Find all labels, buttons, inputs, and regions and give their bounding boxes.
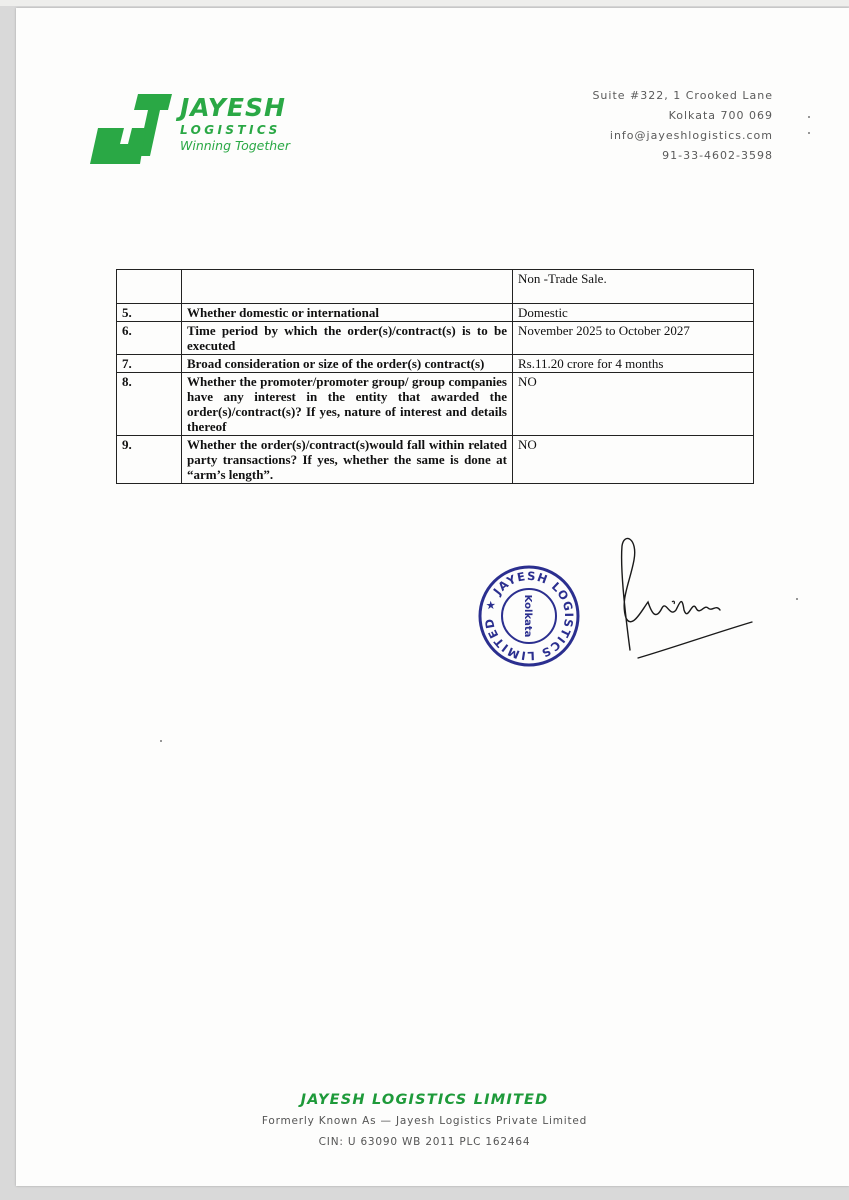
brand-subtitle: LOGISTICS	[180, 123, 281, 137]
row-answer: Non -Trade Sale.	[513, 270, 754, 304]
scan-speck	[160, 740, 162, 742]
row-answer: NO	[513, 436, 754, 484]
table-row	[117, 355, 754, 373]
footer-cin: CIN: U 63090 WB 2011 PLC 162464	[318, 1136, 531, 1148]
company-address	[592, 86, 773, 166]
row-answer: NO	[513, 373, 754, 436]
address-line-2: Kolkata 700 069	[668, 109, 773, 122]
table-row	[117, 304, 754, 322]
row-answer: Domestic	[513, 304, 754, 322]
row-question: Whether domestic or international	[182, 304, 513, 322]
scan-speck	[796, 598, 798, 600]
table-row	[117, 270, 754, 304]
jl-logo-icon	[88, 92, 178, 168]
company-seal-stamp	[477, 564, 581, 668]
footer-company-name: JAYESH LOGISTICS LIMITED	[300, 1092, 549, 1108]
row-answer: November 2025 to October 2027	[513, 322, 754, 355]
scan-speck	[808, 132, 810, 134]
brand-tagline: Winning Together	[180, 138, 290, 153]
row-answer: Rs.11.20 crore for 4 months	[513, 355, 754, 373]
row-number: 8.	[117, 373, 182, 436]
page-top-edge	[0, 0, 849, 6]
row-number: 9.	[117, 436, 182, 484]
row-question: Time period by which the order(s)/contract(s) is to be executed	[182, 322, 513, 355]
disclosure-table	[116, 269, 754, 484]
company-email: info@jayeshlogistics.com	[609, 129, 773, 142]
address-line-1: Suite #322, 1 Crooked Lane	[592, 89, 773, 102]
row-question	[182, 270, 513, 304]
row-number: 6.	[117, 322, 182, 355]
scan-speck	[808, 116, 810, 118]
company-phone: 91-33-4602-3598	[662, 149, 773, 162]
svg-text:★ JAYESH LOGISTICS LIMITED: ★ JAYESH LOGISTICS LIMITED	[481, 568, 577, 664]
row-question: Whether the promoter/promoter group/ group companies have any interest in the entity that awarded the order(s)/contract(s)? If yes, nature of interest and details thereof	[182, 373, 513, 436]
row-number: 5.	[117, 304, 182, 322]
table-row	[117, 373, 754, 436]
table-row	[117, 436, 754, 484]
row-number: 7.	[117, 355, 182, 373]
table-row	[117, 322, 754, 355]
svg-text:Kolkata: Kolkata	[522, 594, 533, 638]
row-number	[117, 270, 182, 304]
row-question: Whether the order(s)/contract(s)would fall within related party transactions? If yes, whether the same is done at “arm’s length”.	[182, 436, 513, 484]
logo-wordmark	[180, 94, 290, 154]
company-logo	[88, 92, 308, 172]
handwritten-signature	[612, 530, 762, 660]
brand-name: JAYESH	[180, 93, 286, 122]
footer-former-name: Formerly Known As — Jayesh Logistics Private Limited	[261, 1115, 588, 1127]
row-question: Broad consideration or size of the order(s) contract(s)	[182, 355, 513, 373]
